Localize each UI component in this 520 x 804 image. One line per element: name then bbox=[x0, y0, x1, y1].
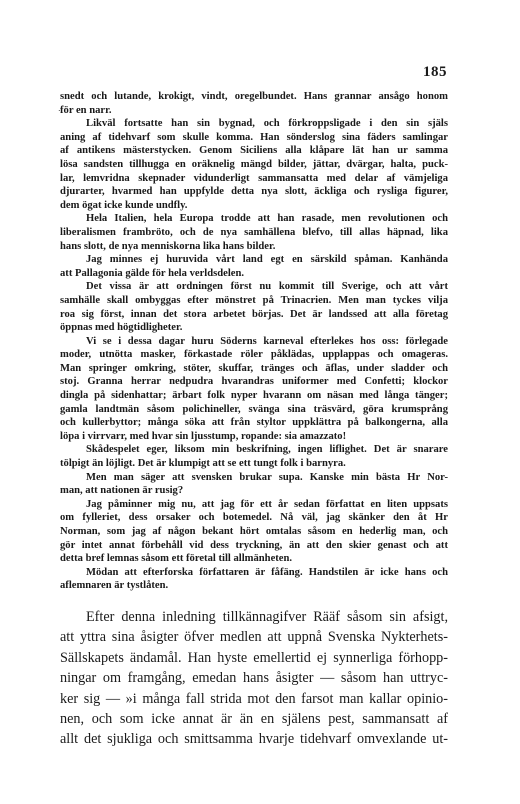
body-text-line: allt det sjukliga och smittsamma hvarje tidehvarf omvexlande ut- bbox=[60, 731, 448, 748]
letter-text-line: snedt och lutande, krokigt, vindt, oregelbundet. Hans grannar ansågo honom bbox=[60, 91, 448, 102]
body-text-line: ker sig — »i många fall strida mot den farsot man kallar opinio- bbox=[60, 690, 448, 707]
letter-text-line: att Pallagonia gälde för hela verldsdelen. bbox=[60, 267, 245, 279]
letter-text-line: Men man säger att svensken brukar supa. Kanske min bästa Hr Nor- bbox=[86, 471, 448, 483]
letter-text-line: djurarter, hvarmed han uppfylde detta nya slott, äckliga och rysliga figurer, bbox=[60, 186, 448, 198]
letter-text-line: gamla landtmän såsom polichineller, svänga sina träsvärd, göra krumsprång bbox=[60, 403, 448, 415]
page-number: 185 bbox=[423, 64, 447, 80]
body-text-line: ningar om framgång, emedan hans åsigter — såsom han uttryc- bbox=[60, 670, 448, 687]
letter-text-line: stoj. Granna herrar nedpudra hvarandras uniformer med Confetti; klockor bbox=[60, 376, 448, 388]
body-text-line: nen, och som icke annat är än en själens pest, sammansatt af bbox=[60, 711, 448, 728]
letter-text-line: tölpigt än löjligt. Det är klumpigt att se ett tungt folk i barnyra. bbox=[60, 458, 346, 470]
letter-text-line: aning af tidehvarf som skulle komma. Han sönderslog sina fäders samlingar bbox=[60, 131, 448, 143]
letter-text-line: Det vissa är att ordningen först nu kommit till Sverige, och att vårt bbox=[86, 281, 448, 293]
body-text-line: Sällskapets ändamål. Han hyste emellertid ej synnerliga förhopp- bbox=[60, 649, 448, 666]
letter-text-line: samhälle skall ombyggas efter mönstret på Trinacrien. Men man tyckes vilja bbox=[60, 294, 448, 306]
letter-text-line: Mödan att efterforska författaren är fåfäng. Handstilen är icke hans och bbox=[86, 566, 448, 578]
letter-text-line: Jag minnes ej huruvida vårt land egt en särskild spåman. Kanhända bbox=[86, 254, 448, 266]
letter-text-line: man, att nationen är rusig? bbox=[60, 485, 184, 497]
letter-text-line: moder, utnötta masker, förkastade röler påklädas, upplappas och omageras. bbox=[60, 349, 448, 361]
letter-text-line: Man springer omkring, stöter, skuffar, tränges och äflas, under sladder och bbox=[60, 362, 448, 374]
letter-text-line: Jag påminner mig nu, att jag för ett år sedan författat en liten uppsats bbox=[86, 498, 448, 510]
letter-text-line: af antikens mästerstycken. Genom Siciliens alla klåpare lät han ur samma bbox=[60, 145, 448, 157]
margin-dot-mark: . bbox=[58, 104, 61, 113]
body-text-line: att yttra sina åsigter öfver medlen att uppnå Svenska Nykterhets- bbox=[60, 629, 448, 646]
letter-text-line: för en narr. bbox=[60, 104, 112, 116]
letter-text-line: dingla på sidenhattar; ärbart folk nyper hvarann om näsan med långa tänger; bbox=[60, 390, 448, 402]
letter-text-block bbox=[60, 90, 448, 593]
letter-text-line: roa sig först, innan det stora arbetet börjas. Det är landssed att alla företag bbox=[60, 308, 448, 320]
letter-text-line: liberalismen frambröto, och de nya samhällena blefvo, till allas häpnad, lika bbox=[60, 226, 448, 238]
letter-text-line: lar, lemvridna skepnader vidunderligt sammansatta med delar af vämjeliga bbox=[60, 172, 448, 184]
letter-text-line: detta bref lemnas såsom ett företal till allmänheten. bbox=[60, 553, 293, 565]
letter-text-line: dem ögat icke kunde undfly. bbox=[60, 199, 188, 211]
letter-text-line: öppnas med högtidligheter. bbox=[60, 322, 183, 334]
letter-text-line: och kullerbyttor; många söka att från styltor uppklättra på balkongerna, alla bbox=[60, 417, 448, 429]
letter-text-line: löpa i virrvarr, med hvar sin ljusstump, ropande: sia amazzato! bbox=[60, 430, 347, 442]
letter-text-line: aflemnaren är tystlåten. bbox=[60, 580, 169, 592]
letter-text-line: om fylleriet, dess orsaker och botemedel. Nå väl, jag skänker den åt Hr bbox=[60, 512, 448, 524]
letter-text-line: Likväl fortsatte han sin bygnad, och förkroppsligade i den sin själs bbox=[86, 118, 448, 130]
letter-text-line: Norman, som jag af någon bekant hört omtalas såsom en hederlig man, och bbox=[60, 526, 448, 537]
letter-text-line: Vi se i dessa dagar huru Söderns karneval efterlekes hos oss: förlegade bbox=[86, 335, 448, 347]
body-text-block bbox=[60, 607, 448, 750]
letter-text-line: hans slott, de nya menniskorna lika hans bilder. bbox=[60, 240, 276, 252]
body-text-line: Efter denna inledning tillkännagifver Rääf såsom sin afsigt, bbox=[86, 609, 448, 625]
letter-text-line: Skådespelet eger, liksom min beskrifning, ingen liflighet. Det är snarare bbox=[86, 444, 448, 456]
letter-text-line: gör intet annat förbehåll vid dess tryckning, än att den skier genast och att bbox=[60, 539, 448, 551]
letter-text-line: Hela Italien, hela Europa trodde att han rasade, men revolutionen och bbox=[86, 213, 448, 225]
letter-text-line: lösa sandsten tillhugga en oräknelig mängd bilder, jättar, dvärgar, halta, puck- bbox=[60, 158, 448, 170]
